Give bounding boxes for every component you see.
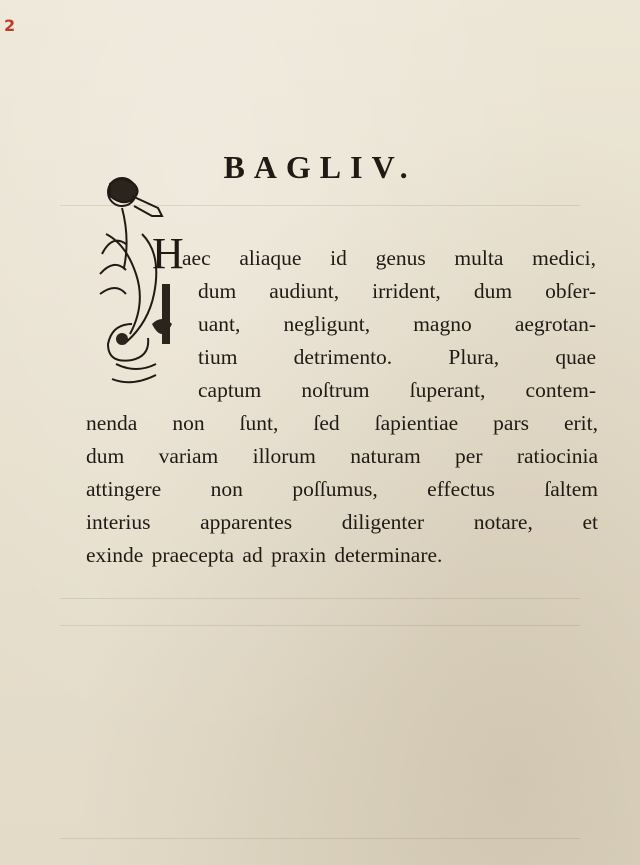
floral-woodcut-icon — [92, 174, 184, 388]
text-line-6: nenda non ſunt, ſed ſapientiae pars erit, — [86, 411, 598, 435]
text-line-1: aec aliaque id genus multa medici, — [182, 246, 596, 270]
woodcut-initial-ornament — [92, 174, 184, 388]
text-line-3: uant, negligunt, magno aegrotan- — [198, 312, 596, 336]
text-line-4: tium detrimento. Plura, quae — [198, 345, 596, 369]
bleed-through-rule — [60, 598, 580, 599]
text-line-8: attingere non poſſumus, effectus ſaltem — [86, 477, 598, 501]
text-line-5: captum noſtrum ſuperant, contem- — [198, 378, 596, 402]
text-line-10: exinde praecepta ad praxin determinare. — [86, 543, 443, 567]
text-line-2: dum audiunt, irrident, dum obſer- — [198, 279, 596, 303]
bleed-through-rule — [60, 625, 580, 626]
text-line-9: interius apparentes diligenter notare, et — [86, 510, 598, 534]
drop-cap-letter: H — [152, 229, 184, 278]
red-pencil-mark: 2 — [4, 16, 16, 35]
text-line-7: dum variam illorum naturam per ratiocinia — [86, 444, 598, 468]
page-header: BAGLIV. — [223, 149, 417, 186]
bleed-through-rule — [60, 838, 580, 839]
